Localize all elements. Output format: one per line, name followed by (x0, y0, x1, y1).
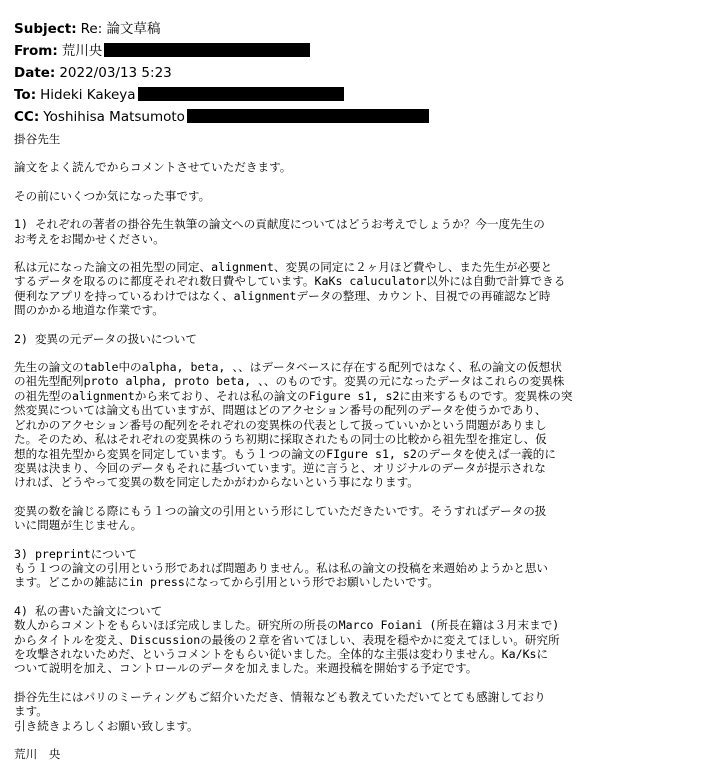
to-label: To: (14, 87, 37, 103)
section-2-heading: 2) 変異の元データの扱いについて (14, 331, 198, 346)
paragraph-9 (14, 604, 714, 676)
subject-value: Re: 論文草稿 (80, 21, 161, 37)
paragraph-7-line: いに問題が生じません。 (14, 518, 143, 533)
to-line (14, 84, 714, 106)
from-line (14, 40, 714, 62)
paragraph-6-line: の祖先型配列proto alpha, proto beta, 、、のものです。変異の元になったデータはこれらの変異株 (14, 374, 565, 389)
cc-label: CC: (14, 109, 40, 125)
date-value: 2022/03/13 5:23 (59, 65, 172, 81)
from-label: From: (14, 43, 58, 59)
email-header (14, 18, 714, 128)
email-body (14, 124, 714, 761)
cc-value: Yoshihisa Matsumoto (43, 109, 185, 125)
to-email-redaction (138, 87, 344, 101)
paragraph-6-line: た。そのため、私はそれぞれの変異株のうち初期に採取されたもの同士の比較から祖先型を推定し、仮 (14, 432, 547, 447)
paragraph-10-line: ます。 (14, 704, 48, 719)
paragraph-3-line: 1) それぞれの著者の掛谷先生執筆の論文への貢献度についてはどうお考えでしょうか？今一度先生の (14, 217, 545, 232)
paragraph-9-line: 数人からコメントをもらいほぼ完成しました。研究所の所長のMarco Foiani (所長在籍は３月末まで) (14, 618, 560, 633)
paragraph-4 (14, 260, 714, 318)
paragraph-10 (14, 690, 714, 733)
paragraph-3-line: お考えをお聞かせください。 (14, 231, 165, 246)
date-label: Date: (14, 65, 56, 81)
to-value: Hideki Kakeya (40, 87, 136, 103)
from-value: 荒川央 (61, 43, 103, 59)
paragraph-6-line: 想的な祖先型から変異を同定しています。もう１つの論文のFIgure s1, s2のデータを使えば一義的に (14, 446, 556, 461)
paragraph-6-line: の祖先型のalignmentから来ており、それは私の論文のFigure s1, s2に由来するものです。変異株の突 (14, 388, 573, 403)
paragraph-6-line: どれかのアクセション番号の配列をそれぞれの変異株の代表として扱っていいかという問題がありまし (14, 417, 547, 432)
paragraph-4-line: 間のかかる地道な作業です。 (14, 303, 164, 318)
date-line (14, 62, 714, 84)
paragraph-9-line: ついて説明を加え、コントロールのデータを加えました。来週投稿を開始する予定です。 (14, 661, 478, 676)
greeting: 掛谷先生 (14, 132, 61, 146)
paragraph-3 (14, 217, 714, 246)
paragraph-9-line: からタイトルを変え、Discussionの最後の２章を省いてほしい、表現を穏やかに変えてほしい。研究所 (14, 632, 560, 647)
paragraph-8-line: もう１つの論文の引用という形であれば問題ありません。私は私の論文の投稿を来週始めようかと思い (14, 560, 549, 575)
paragraph-8-line: ます。どこかの雑誌にin pressになってから引用という形でお願いしたいです。 (14, 575, 439, 590)
cc-email-redaction (187, 109, 429, 123)
subject-line (14, 18, 714, 40)
paragraph-1: 論文をよく読んでからコメントさせていただきます。 (14, 160, 292, 175)
section-4-heading: 4) 私の書いた論文について (14, 603, 163, 618)
paragraph-6-line: ければ、どうやって変異の数を同定したかがわからないという事になります。 (14, 475, 419, 490)
paragraph-7 (14, 504, 714, 533)
paragraph-4-line: 私は元になった論文の祖先型の同定、alignment、変異の同定に２ヶ月ほど費やし、また先生が必要と (14, 260, 553, 275)
paragraph-6 (14, 360, 714, 490)
paragraph-7-line: 変異の数を論じる際にもう１つの論文の引用という形にしていただきたいです。そうすればデータの扱 (14, 503, 547, 518)
paragraph-2: その前にいくつか気になった事です。 (14, 188, 211, 203)
paragraph-10-line: 引き続きよろしくお願い致します。 (14, 718, 199, 733)
paragraph-9-line: を攻撃されないためだ、というコメントをもらい従いました。全体的な主張は変わりません。Ka/Ksに (14, 646, 549, 661)
paragraph-6-line: 先生の論文のtable中のalpha, beta, 、、はデータベースに存在する配列ではなく、私の論文の仮想状 (14, 360, 563, 375)
paragraph-10-line: 掛谷先生にはパリのミーティングもご紹介いただき、情報なども教えていただいてとても感謝しており (14, 689, 546, 704)
from-email-redaction (104, 43, 310, 57)
subject-label: Subject: (14, 21, 77, 37)
paragraph-6-line: 然変異については論文も出ていますが、問題はどのアクセション番号の配列のデータを使うかであり、 (14, 403, 547, 418)
paragraph-4-line: 便利なアプリを持っているわけではなく、alignmentデータの整理、カウント、目視での再確認など時 (14, 288, 551, 303)
signature: 荒川 央 (14, 747, 61, 761)
paragraph-8 (14, 547, 714, 590)
paragraph-4-line: するデータを取るのに都度それぞれ数日費やしています。KaKs caluculator以外には自動で計算できる (14, 274, 566, 289)
paragraph-6-line: 変異は決まり、今回のデータもそれに基づいています。逆に言うと、オリジナルのデータが提示されな (14, 460, 546, 475)
section-3-heading: 3) preprintについて (14, 546, 137, 561)
